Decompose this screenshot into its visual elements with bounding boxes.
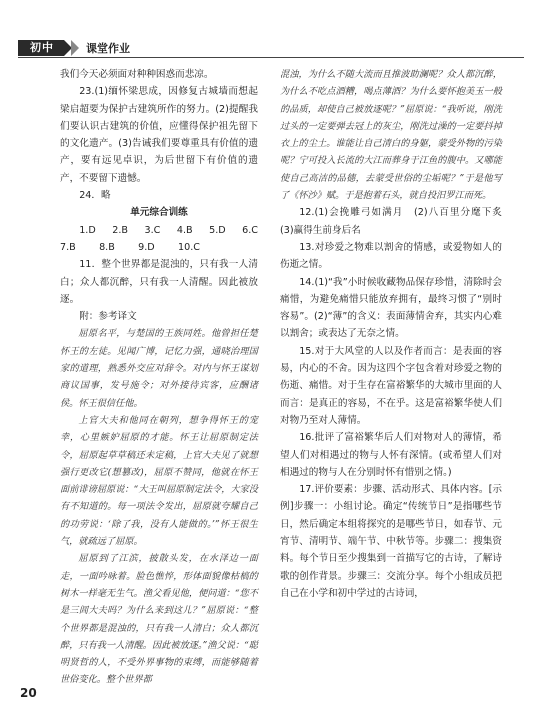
page-header: [0, 0, 546, 62]
answer-16: 16.批评了富裕繁华后人们对物对人的薄情，希望人们对相遇过的物与人怀有深情。(或希望人们对相遇过的物与人在分别时怀有惜别之情。): [280, 432, 502, 478]
answer-23: 23.(1)缅怀梁思成，因修复古城墙而想起梁启超要为保护古建筑所作的努力。(2)提醒我们要认识古建筑的价值，应懂得保护祖先留下的文化遗产。(3)告诫我们要尊重具有价值的遗产，要有远见卓识，为后世留下有价值的遗产，不要留下遗憾。: [60, 86, 258, 184]
answer-item: 10.C: [178, 241, 200, 253]
answer-item: 3.C: [144, 224, 161, 236]
answer-item: 5.D: [209, 224, 226, 236]
translation-paragraph: 混浊，为什么不随大流而且推波助澜呢？众人都沉醉，为什么不吃点酒糟，喝点薄酒？为什么要怀抱美玉一般的品质，却使自己被放逐呢？”屈原说：“我听说，刚洗过头的一定要弹去冠上的灰尘，刚洗过澡的一定要抖掉衣上的尘土。谁能让自己清白的身躯，蒙受外物的污染呢？宁可投入长流的大江而葬身于江鱼的腹中。又哪能使自己高洁的品德，去蒙受世俗的尘垢呢？”于是他写了《怀沙》赋。于是抱着石头，就自投汨罗江而死。: [280, 69, 502, 202]
answer-13: 13.对珍爱之物难以割舍的情感，或爱物如人的伤逝之情。: [280, 241, 502, 271]
section-title: 单元综合训练: [130, 207, 188, 219]
chevron-right-icon: [64, 40, 82, 56]
answer-item: 8.B: [99, 241, 115, 253]
answer-11: 11．整个世界都是混浊的，只有我一人清白；众人都沉醉，只有我一人清醒。因此被放逐。: [60, 259, 258, 305]
header-bar: [18, 40, 130, 56]
left-column: [60, 66, 258, 689]
right-column: [280, 66, 512, 602]
answer-12: 12.(1)会挽雕弓如满月 (2)八百里分麾下炙 (3)赢得生前身后名: [280, 207, 512, 236]
translation-paragraph: 上官大夫和他同在朝列，想争得怀王的宠幸，心里嫉妒屈原的才能。怀王让屈原制定法令，屈原起草草稿还未定稿，上官大夫见了就想强行更改它(想篡改)，屈原不赞同，他就在怀王面前诽谤屈原说：“大王叫屈原制定法令，大家没有不知道的。每一项法令发出，屈原就夸耀自己的功劳说：‘除了我，没有人能做的。’”怀王很生气，就疏远了屈原。: [60, 414, 258, 548]
answer-14: 14.(1)“我”小时候收藏物品保存珍惜，清除时会痛惜，为避免痛惜只能放弃拥有，最终习惯了“别时容易”。(2)“薄”的含义：表面薄情舍弃，其实内心难以割舍；或表达了无奈之情。: [280, 276, 502, 340]
answer-item: 2.B: [112, 224, 128, 236]
answer-item: 7.B: [60, 241, 76, 253]
answer-item: 9.D: [138, 241, 155, 253]
answers-row-2: [60, 239, 200, 256]
header-divider: [18, 57, 524, 58]
answer-item: 1.D: [79, 224, 96, 236]
page-number: 20: [20, 686, 37, 700]
answer-17: 17.评价要素：步骤、活动形式、具体内容。[示例]步骤一：小组讨论。确定“传统节日”是指哪些节日，然后确定本组将探究的是哪些节日，如春节、元宵节、清明节、端午节、中秋节等。步骤二：搜集资料。每个节日至少搜集到一首描写它的古诗，了解诗歌的创作背景。步骤三：交流分享。每个小组成员把自己在小学和初中学过的古诗词，: [280, 484, 502, 599]
answer-item: 4.B: [176, 224, 193, 236]
translation-paragraph: 屈原名平，与楚国的王族同姓。他曾担任楚怀王的左徒。见闻广博，记忆力强，通晓治理国家的道理，熟悉外交应对辞令。对内与怀王谋划商议国事，发号施令；对外接待宾客，应酬诸侯。怀王很信任他。: [60, 328, 258, 409]
header-level: 初中: [18, 40, 64, 56]
reference-title: 附：参考译文: [79, 311, 137, 323]
answers-row-1: [60, 222, 258, 239]
answer-15: 15.对于大风堂的人以及作者而言：是表面的容易，内心的不舍。因为这四个字包含着对珍爱之物的伤逝、痛惜。对于生存在富裕繁华的大城市里面的人而言：是真正的容易，不在乎。这是富裕繁华使人们对物乃至对人薄情。: [280, 345, 502, 426]
header-subject: 课堂作业: [86, 42, 130, 55]
paragraph-top: 我们今天必须面对种种困惑而悲凉。: [60, 69, 214, 80]
translation-paragraph: 屈原到了江滨，披散头发，在水泽边一面走，一面吟咏着。脸色憔悴，形体面貌像枯槁的树木一样毫无生气。渔父看见他，便问道：“您不是三闾大夫吗？为什么来到这儿？”屈原说：“整个世界都是混浊的，只有我一人清白；众人都沉醉，只有我一人清醒。因此被放逐。”渔父说：“聪明贤哲的人，不受外界事物的束缚，而能够随着世俗变化。整个世界都: [60, 553, 258, 686]
answer-24: 24．略: [79, 190, 111, 202]
answer-item: 6.C: [242, 224, 258, 236]
